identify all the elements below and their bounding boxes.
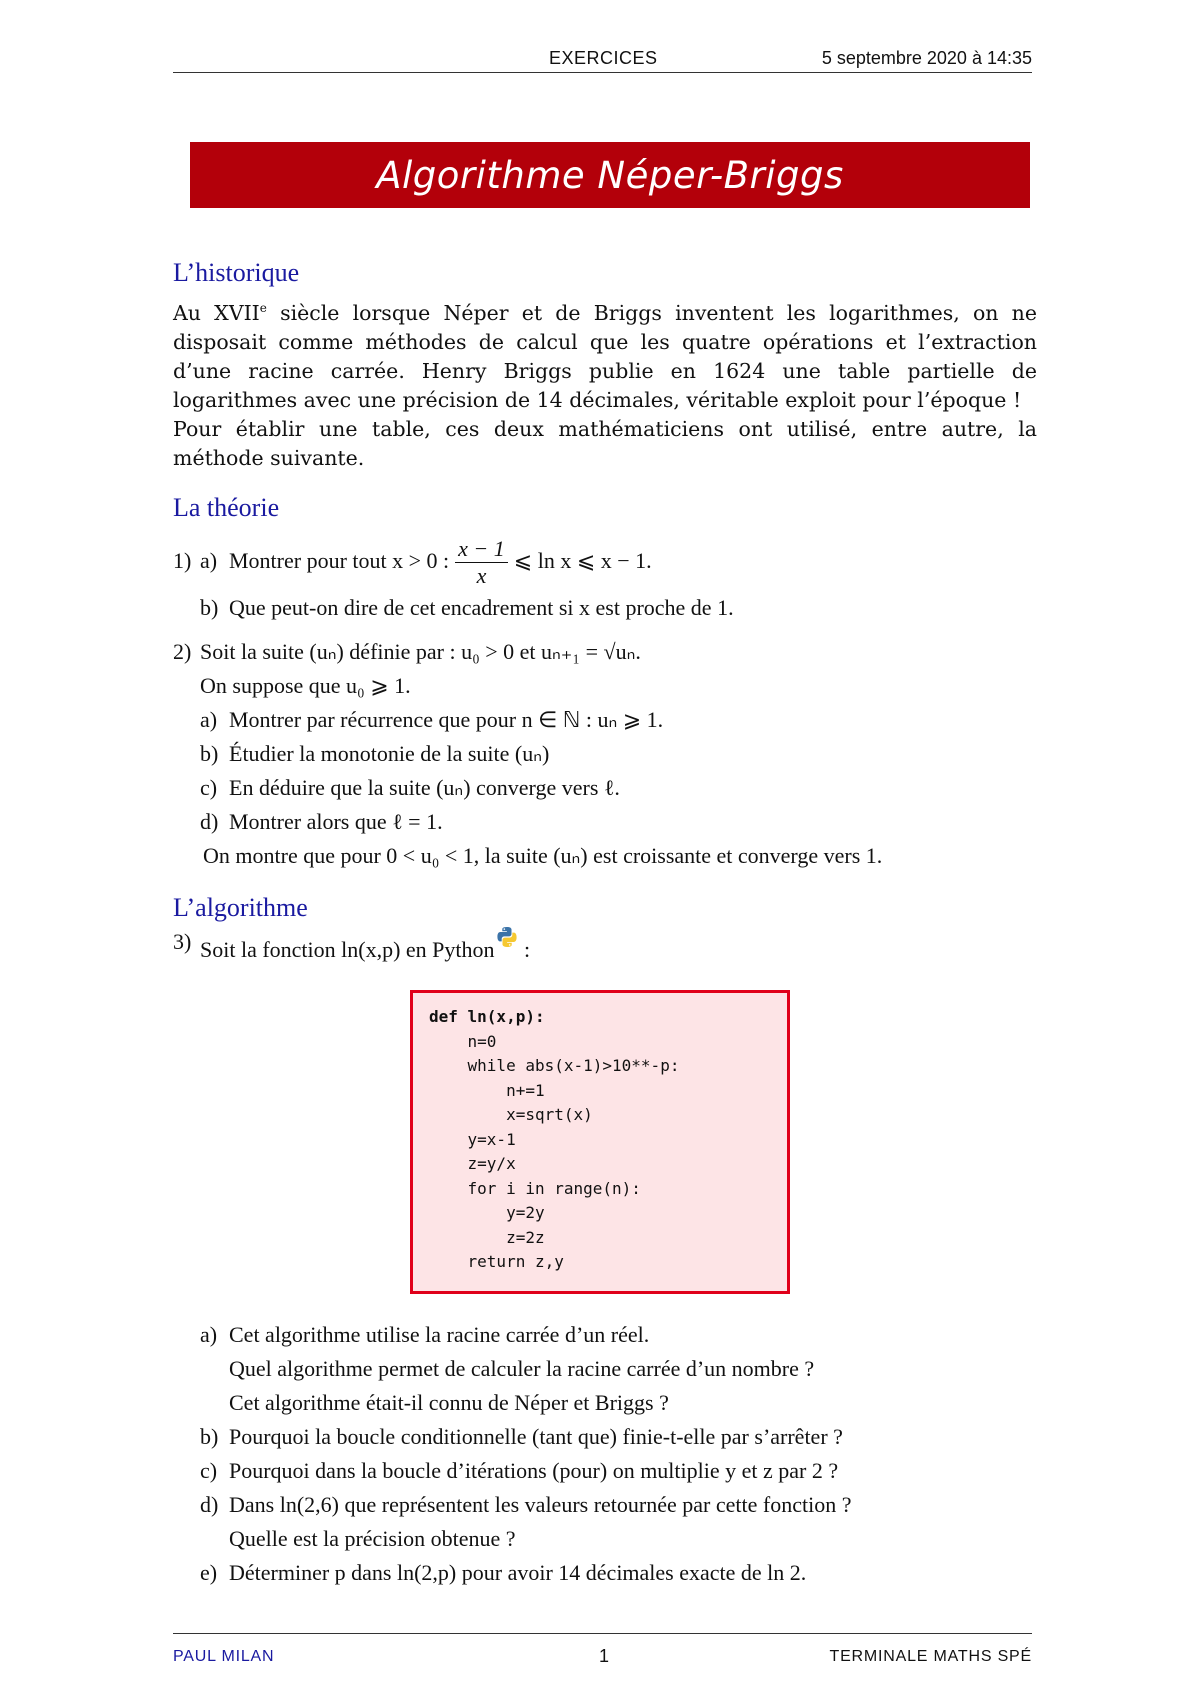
item-label: a) [200, 707, 218, 732]
code-line: while abs(x-1)>10**-p: [429, 1056, 680, 1075]
title-banner [190, 142, 1030, 208]
fraction-numerator: x − 1 [455, 536, 508, 563]
q2b-text: Étudier la monotonie de la suite (uₙ) [229, 741, 550, 766]
q1b-text: Que peut-on dire de cet encadrement si x est proche de 1. [229, 595, 734, 620]
page-number: 1 [599, 1646, 610, 1666]
q3a-line: Cet algorithme utilise la racine carrée d’un réel. [229, 1322, 650, 1347]
q3b-line: Pourquoi la boucle conditionnelle (tant que) finie-t-elle par s’arrêter ? [229, 1424, 843, 1449]
question-2-intro [173, 635, 1037, 669]
question-2d [173, 805, 1037, 839]
page-title: Algorithme Néper-Briggs [376, 153, 844, 197]
footer-author: PAUL MILAN [173, 1648, 275, 1665]
code-line: x=sqrt(x) [429, 1105, 593, 1124]
main-content [173, 258, 1037, 962]
algorithm-questions [173, 1318, 1037, 1590]
code-line: for i in range(n): [429, 1178, 641, 1198]
python-code-box [410, 990, 790, 1294]
question-number: 2) [173, 639, 192, 664]
python-logo-icon [495, 925, 519, 949]
question-3b [173, 1420, 1037, 1454]
q3e-line: Déterminer p dans ln(2,p) pour avoir 14 décimales exacte de ln 2. [229, 1560, 807, 1585]
item-label: b) [200, 741, 219, 766]
q2c-text: En déduire que la suite (uₙ) converge vers ℓ. [229, 775, 620, 800]
code-line: z=2z [429, 1227, 545, 1247]
section-theorie-heading: La théorie [173, 493, 280, 522]
code-line: def ln(x,p): [429, 1007, 545, 1026]
item-label: e) [200, 1560, 218, 1585]
header-center: EXERCICES [549, 48, 658, 68]
q2-suppose: On suppose que u₀ ⩾ 1. [200, 673, 411, 698]
section-historique-heading: L’historique [173, 258, 300, 287]
question-3c [173, 1454, 1037, 1488]
page-header [173, 44, 1032, 73]
code-line: y=x-1 [429, 1129, 516, 1149]
q3d-line: Dans ln(2,6) que représentent les valeurs retournée par cette fonction ? [229, 1492, 852, 1517]
q2d-text: Montrer alors que ℓ = 1. [229, 809, 443, 834]
item-label: d) [200, 809, 219, 834]
item-label: b) [200, 595, 219, 620]
item-label: d) [200, 1492, 219, 1517]
item-label: a) [200, 1322, 218, 1347]
q1a-text: Montrer pour tout x > 0 : [229, 548, 450, 573]
q1a-inequality: ⩽ ln x ⩽ x − 1. [513, 548, 652, 573]
code-line: return z,y [429, 1252, 564, 1271]
question-3a [173, 1318, 1037, 1420]
historique-text-2: siècle lorsque Néper et de Briggs inventent les logarithmes, on ne disposait comme méthodes de calcul que les quatre opérations et l’extraction d’une racine carrée. Henry Briggs publie en 1624 une table partielle de logarithmes avec une précision de 14 décimales, véritable exploit pour l’époque ! [173, 301, 1037, 412]
item-label: a) [200, 548, 218, 573]
question-2-note [173, 839, 1037, 873]
q3d-line: Quelle est la précision obtenue ? [229, 1526, 516, 1551]
fraction [455, 536, 508, 589]
code-line: y=2y [429, 1203, 545, 1222]
question-3 [173, 925, 1037, 962]
question-number: 1) [173, 548, 192, 573]
section-algorithme-heading: L’algorithme [173, 893, 308, 922]
century-superscript: e [259, 301, 267, 315]
page-footer [173, 1633, 1032, 1670]
header-date: 5 septembre 2020 à 14:35 [821, 48, 1032, 68]
code-line: z=y/x [429, 1154, 516, 1173]
item-label: c) [200, 775, 218, 800]
code-line: n+=1 [429, 1080, 545, 1100]
fraction-denominator: x [476, 563, 487, 589]
question-3e [173, 1556, 1037, 1590]
q3c-line: Pourquoi dans la boucle d’itérations (pour) on multiplie y et z par 2 ? [229, 1458, 839, 1483]
q3-text: Soit la fonction ln(x,p) en Python [200, 937, 495, 962]
question-2b [173, 737, 1037, 771]
historique-text-3: Pour établir une table, ces deux mathématiciens ont utilisé, entre autre, la méthode suivante. [173, 417, 1037, 470]
footer-course: TERMINALE MATHS SPÉ [829, 1648, 1032, 1665]
q2a-text: Montrer par récurrence que pour n ∈ ℕ : uₙ ⩾ 1. [229, 707, 664, 732]
question-1a [173, 531, 1037, 591]
historique-text-1: Au XVII [173, 301, 260, 325]
q2-note: On montre que pour 0 < u₀ < 1, la suite (uₙ) est croissante et converge vers 1. [203, 843, 883, 868]
q3a-line: Cet algorithme était-il connu de Néper et Briggs ? [229, 1390, 669, 1415]
q2-intro: Soit la suite (uₙ) définie par : u₀ > 0 et uₙ₊₁ = √uₙ. [200, 639, 641, 664]
q3a-line: Quel algorithme permet de calculer la racine carrée d’un nombre ? [229, 1356, 815, 1381]
historique-paragraph [173, 294, 1037, 473]
code-line: n=0 [429, 1031, 497, 1051]
question-2c [173, 771, 1037, 805]
question-3d [173, 1488, 1037, 1556]
question-1b [173, 591, 1037, 625]
item-label: b) [200, 1424, 219, 1449]
q3-colon: : [518, 937, 531, 962]
code-block [429, 1005, 679, 1275]
question-2-suppose [173, 669, 1037, 703]
question-number: 3) [173, 929, 192, 954]
question-2a [173, 703, 1037, 737]
item-label: c) [200, 1458, 218, 1483]
